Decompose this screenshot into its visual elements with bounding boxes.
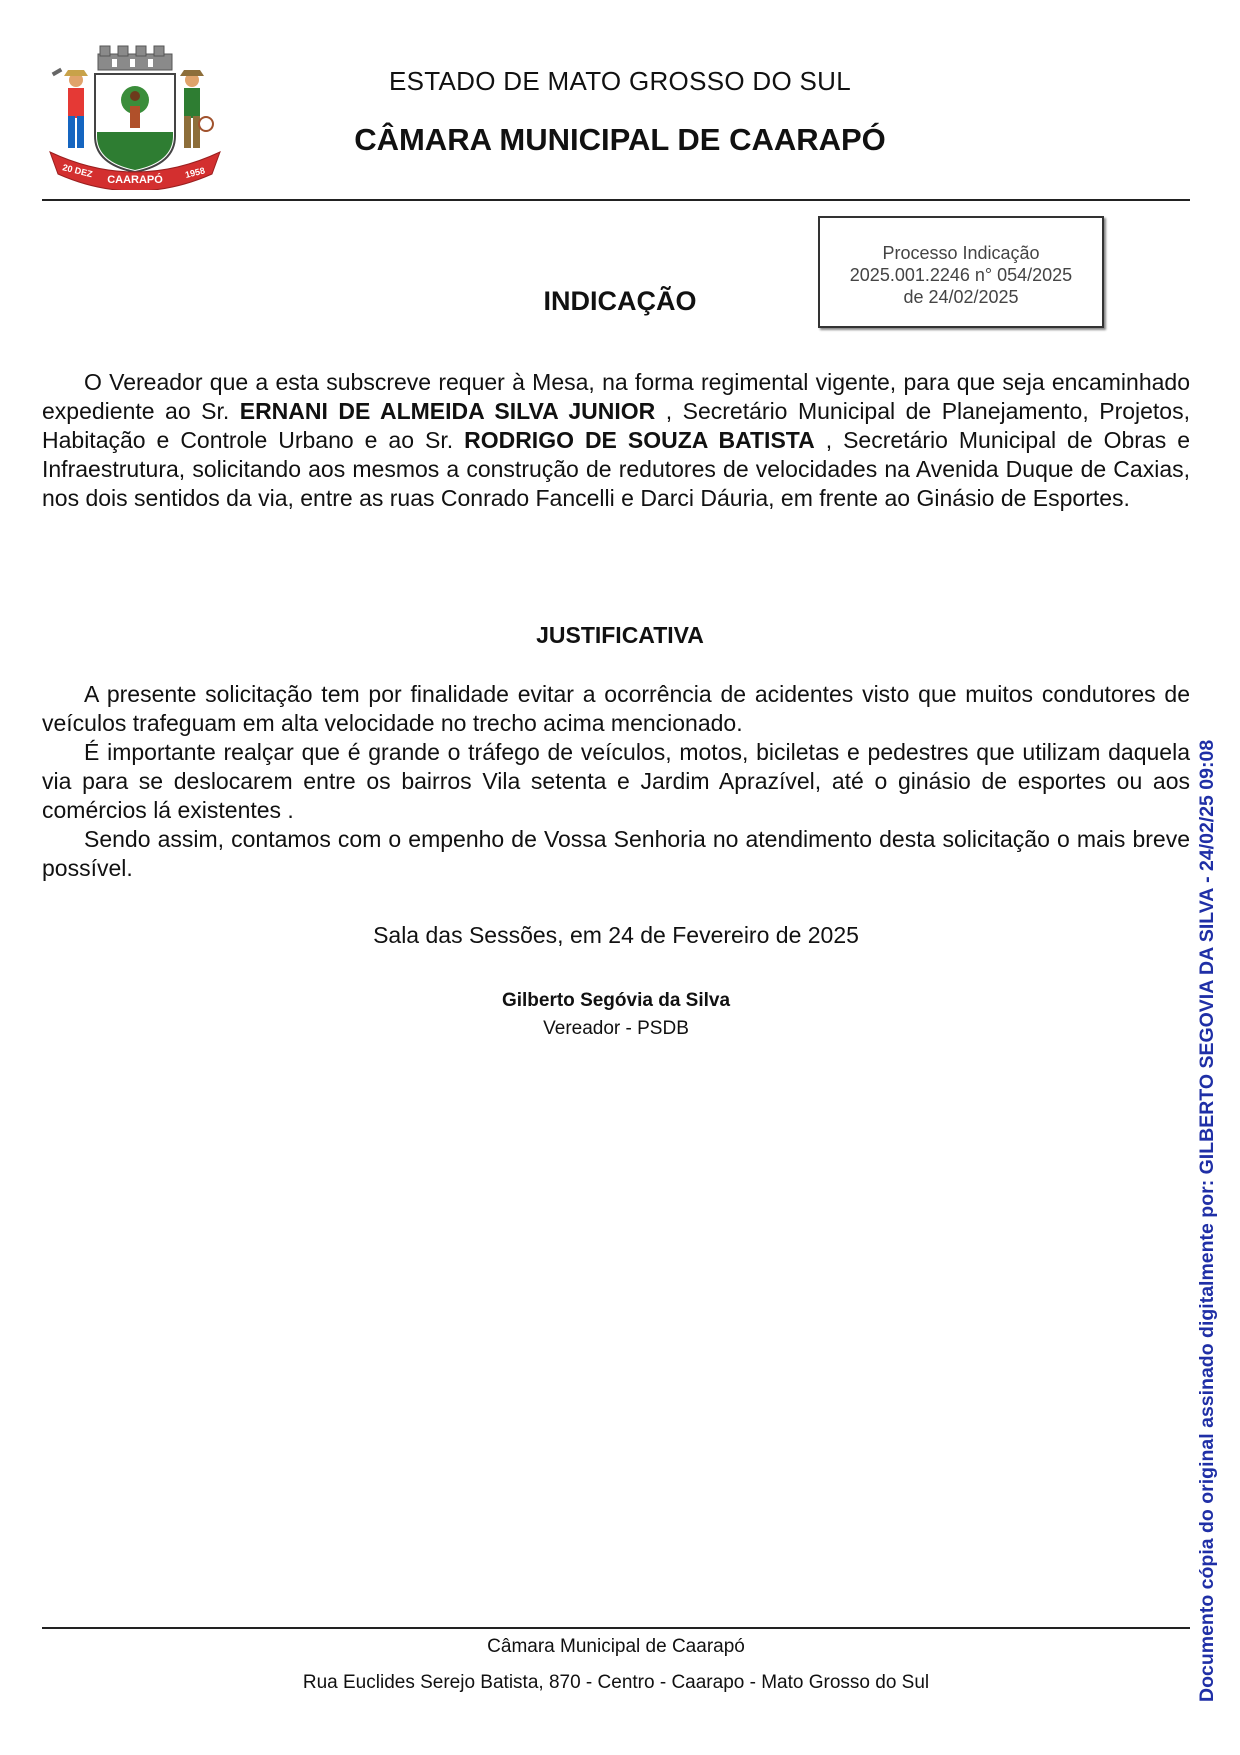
- crest-ribbon-right: 1958: [184, 165, 206, 180]
- footer-divider: [42, 1627, 1190, 1629]
- stamp-line-2: 2025.001.2246 n° 054/2025: [849, 265, 1073, 285]
- crest-ribbon-left: 20 DEZ: [61, 162, 94, 180]
- footer-address: Rua Euclides Serejo Batista, 870 - Centro - Caarapo - Mato Grosso do Sul: [302, 1672, 930, 1693]
- justification-paragraph-2: É importante realçar que é grande o tráfego de veículos, motos, biciletas e pedestres que utilizam daquela via para se deslocarem entre os bairros Vila setenta e Jardim Aprazível, até o ginásio de esportes ou aos comércios lá existentes .: [42, 739, 1190, 823]
- process-stamp: [818, 216, 1104, 328]
- request-text-b: , Secretário Municipal de Planejamento, Projetos, Habitação e Controle Urbano e ao Sr.: [42, 398, 1190, 453]
- state-name: ESTADO DE MATO GROSSO DO SUL: [388, 66, 852, 96]
- signer-name: Gilberto Segóvia da Silva: [501, 990, 731, 1011]
- request-paragraph: [42, 368, 1190, 513]
- place-date: Sala das Sessões, em 24 de Fevereiro de 2025: [373, 922, 859, 948]
- stamp-line-3: de 24/02/2025: [903, 287, 1019, 307]
- justification-body: [42, 680, 1190, 883]
- request-text-a: O Vereador que a esta subscreve requer à Mesa, na forma regimental vigente, para que seja encaminhado expediente ao Sr.: [42, 369, 1190, 424]
- chamber-name: CÂMARA MUNICIPAL DE CAARAPÓ: [354, 122, 886, 157]
- request-text-c: , Secretário Municipal de Obras e Infraestrutura, solicitando aos mesmos a construção de redutores de velocidades na Avenida Duque de Caxias, nos dois sentidos da via, entre as ruas Conrado Fancelli e Darci Dáuria, em frente ao Ginásio de Esportes.: [42, 427, 1190, 511]
- justification-paragraph-3: Sendo assim, contamos com o empenho de Vossa Senhoria no atendimento desta solicitação o mais breve possível.: [42, 826, 1190, 881]
- crest-ribbon-center: CAARAPÓ: [107, 174, 163, 186]
- header-divider: [42, 199, 1190, 201]
- justification-heading: JUSTIFICATIVA: [536, 622, 704, 648]
- document-title: INDICAÇÃO: [543, 286, 697, 316]
- secretary-name-1: ERNANI DE ALMEIDA SILVA JUNIOR: [239, 398, 656, 424]
- signer-role: Vereador - PSDB: [543, 1018, 689, 1039]
- digital-signature-notice: Documento cópia do original assinado digitalmente por: GILBERTO SEGOVIA DA SILVA - 24/02/25 09:08: [1196, 739, 1218, 1702]
- stamp-line-1: Processo Indicação: [882, 243, 1040, 263]
- footer-institution: Câmara Municipal de Caarapó: [487, 1636, 745, 1657]
- justification-paragraph-1: A presente solicitação tem por finalidade evitar a ocorrência de acidentes visto que muitos condutores de veículos trafeguam em alta velocidade no trecho acima mencionado.: [42, 681, 1190, 736]
- municipal-crest-logo: [40, 40, 230, 190]
- secretary-name-2: RODRIGO DE SOUZA BATISTA: [464, 427, 815, 453]
